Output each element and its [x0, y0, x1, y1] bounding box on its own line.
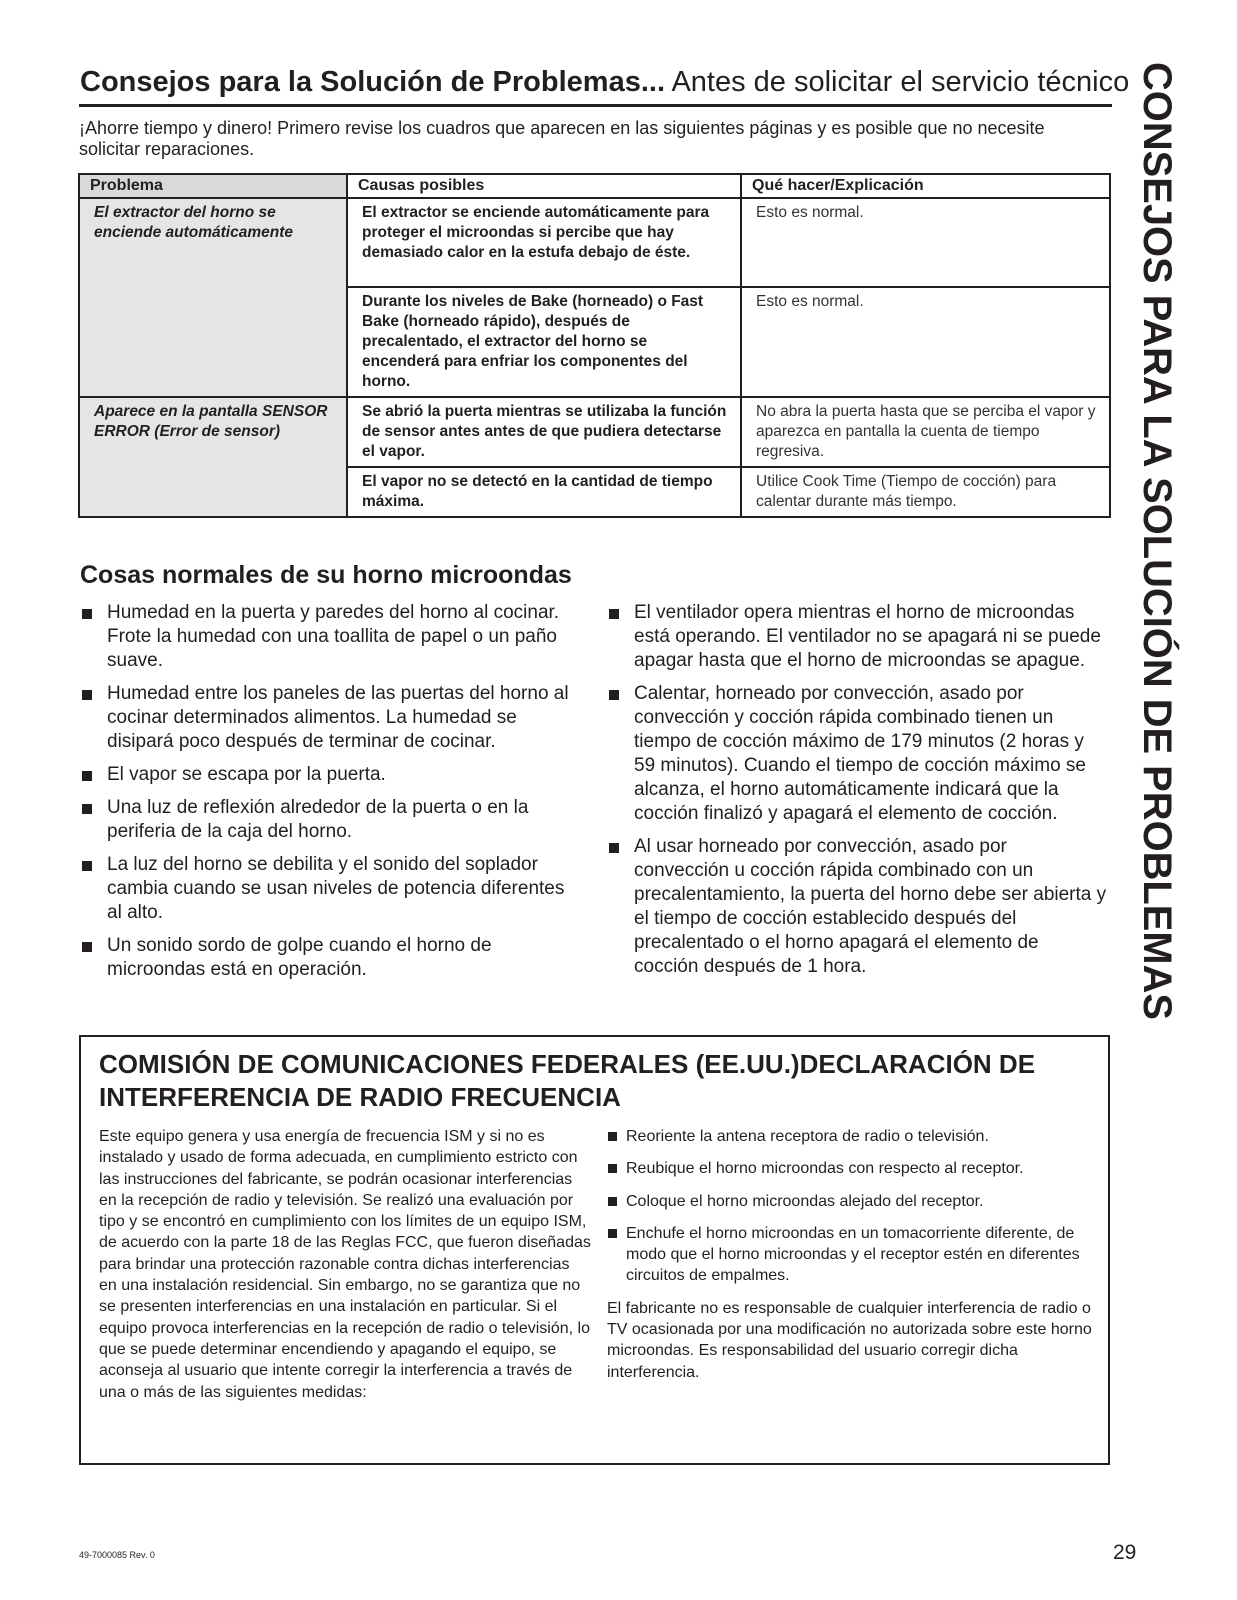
- list-item-text: El ventilador opera mientras el horno de microondas está operando. El ventilador no se apagará ni se puede apagar hasta que el horno de microondas se apague.: [634, 602, 1101, 671]
- list-item: [80, 601, 575, 673]
- list-item: [80, 853, 575, 925]
- list-item: [80, 796, 575, 844]
- explanation-cell: No abra la puerta hasta que se perciba el vapor y aparezca en pantalla la cuenta de tiempo regresiva.: [741, 397, 1110, 467]
- bullet-square-icon: [608, 1164, 617, 1173]
- intro-text: ¡Ahorre tiempo y dinero! Primero revise los cuadros que aparecen en las siguientes páginas y es posible que no necesite solicitar reparaciones.: [79, 118, 1045, 159]
- list-item: [80, 934, 575, 982]
- bullet-square-icon: [608, 1229, 617, 1238]
- troubleshooting-table: [78, 173, 1111, 518]
- list-item: [607, 682, 1107, 826]
- page-title-rest: Antes de solicitar el servicio técnico: [665, 66, 1130, 98]
- document-number: 49-7000085 Rev. 0: [79, 1550, 155, 1560]
- title-divider: [79, 104, 1112, 107]
- normal-things-heading: Cosas normales de su horno microondas: [80, 561, 572, 589]
- fcc-measures-column: [607, 1126, 1097, 1383]
- list-item-text: El vapor se escapa por la puerta.: [107, 764, 386, 785]
- bullet-square-icon: [609, 690, 619, 700]
- cause-cell: El vapor no se detectó en la cantidad de tiempo máxima.: [347, 467, 741, 517]
- bullet-square-icon: [609, 609, 619, 619]
- list-item: [607, 601, 1107, 673]
- list-item: [607, 1191, 1097, 1212]
- bullet-square-icon: [82, 804, 92, 814]
- list-item: [607, 1126, 1097, 1147]
- list-item-text: Humedad entre los paneles de las puertas del horno al cocinar determinados alimentos. La humedad se disipará poco después de terminar de cocinar.: [107, 683, 569, 752]
- explanation-cell: Utilice Cook Time (Tiempo de cocción) para calentar durante más tiempo.: [741, 467, 1110, 517]
- normal-things-list-left: [80, 601, 575, 991]
- page-title: [80, 64, 1130, 100]
- bullet-square-icon: [82, 609, 92, 619]
- table-row: [79, 198, 1110, 287]
- section-sidebar: [1132, 62, 1192, 1032]
- list-item: [607, 835, 1107, 979]
- fcc-body-text: Este equipo genera y usa energía de frecuencia ISM y si no es instalado y usado de forma adecuada, en cumplimiento estricto con las instrucciones del fabricante, se podrán ocasionar interferencias en la recepción de radio y televisión. Se realizó una evaluación por tipo y se encontró en cumplimiento con los límites de un equipo ISM, de acuerdo con la parte 18 de las Reglas FCC, que fueron diseñadas para brindar una protección razonable contra dichas interferencias en una instalación residencial. Sin embargo, no se garantiza que no se presenten interferencias en una instalación en particular. Si el equipo provoca interferencias en la recepción de radio o televisión, lo que se puede determinar encendiendo y apagando el equipo, se aconseja al usuario que intente corregir la interferencia a través de una o más de las siguientes medidas:: [99, 1128, 591, 1401]
- fcc-measures-list: [607, 1126, 1097, 1287]
- list-item: [80, 763, 575, 787]
- bullet-square-icon: [608, 1132, 617, 1141]
- explanation-cell: Esto es normal.: [741, 198, 1110, 287]
- table-row: [79, 397, 1110, 467]
- header-causes: Causas posibles: [347, 174, 741, 198]
- bullet-square-icon: [82, 942, 92, 952]
- list-item-text: Un sonido sordo de golpe cuando el horno de microondas está en operación.: [107, 935, 492, 980]
- header-explanation: Qué hacer/Explicación: [741, 174, 1110, 198]
- cause-cell: Durante los niveles de Bake (horneado) o Fast Bake (horneado rápido), después de precalentado, el extractor del horno se encenderá para enfriar los componentes del horno.: [347, 287, 741, 397]
- list-item-text: La luz del horno se debilita y el sonido del soplador cambia cuando se usan niveles de potencia diferentes al alto.: [107, 854, 565, 923]
- normal-things-list-right: [607, 601, 1107, 988]
- sidebar-title: CONSEJOS PARA LA SOLUCIÓN DE PROBLEMAS: [1135, 62, 1179, 1011]
- header-problem: Problema: [79, 174, 347, 198]
- table-header-row: [79, 174, 1110, 198]
- problem-cell: Aparece en la pantalla SENSOR ERROR (Error de sensor): [79, 397, 347, 517]
- bullet-square-icon: [82, 861, 92, 871]
- list-item-text: Calentar, horneado por convección, asado por convección y cocción rápida combinado tienen un tiempo de cocción máximo de 179 minutos (2 horas y 59 minutos). Cuando el tiempo de cocción máximo se alcanza, el horno automáticamente indicará que la cocción finalizó y apagará el elemento de cocción.: [634, 683, 1087, 824]
- list-item: [607, 1158, 1097, 1179]
- list-item-text: Reoriente la antena receptora de radio o televisión.: [626, 1128, 989, 1145]
- bullet-square-icon: [608, 1197, 617, 1206]
- bullet-square-icon: [82, 771, 92, 781]
- list-item-text: Enchufe el horno microondas en un tomacorriente diferente, de modo que el horno microondas y el receptor estén en diferentes circuitos de empalmes.: [626, 1224, 1080, 1285]
- bullet-square-icon: [82, 690, 92, 700]
- fcc-heading: COMISIÓN DE COMUNICACIONES FEDERALES (EE.UU.)DECLARACIÓN DE INTERFERENCIA DE RADIO FRECUENCIA: [99, 1049, 1036, 1112]
- list-item: [80, 682, 575, 754]
- list-item-text: Coloque el horno microondas alejado del receptor.: [626, 1192, 984, 1210]
- list-item-text: Una luz de reflexión alrededor de la puerta o en la periferia de la caja del horno.: [107, 797, 529, 842]
- explanation-cell: Esto es normal.: [741, 287, 1110, 397]
- page-number: 29: [1113, 1541, 1137, 1564]
- list-item-text: Reubique el horno microondas con respecto al receptor.: [626, 1160, 1024, 1178]
- cause-cell: Se abrió la puerta mientras se utilizaba la función de sensor antes antes de que pudiera detectarse el vapor.: [347, 397, 741, 467]
- sidebar-graphic: [1132, 62, 1192, 1032]
- bullet-square-icon: [609, 843, 619, 853]
- fcc-disclaimer: El fabricante no es responsable de cualquier interferencia de radio o TV ocasionada por una modificación no autorizada sobre este horno microondas. Es responsabilidad del usuario corregir dicha interferencia.: [607, 1299, 1092, 1381]
- cause-cell: El extractor se enciende automáticamente para proteger el microondas si percibe que hay demasiado calor en la estufa debajo de éste.: [347, 198, 741, 287]
- list-item-text: Humedad en la puerta y paredes del horno al cocinar. Frote la humedad con una toallita de papel o un paño suave.: [107, 602, 560, 671]
- problem-cell: El extractor del horno se enciende automáticamente: [79, 198, 347, 397]
- page-title-bold: Consejos para la Solución de Problemas...: [80, 66, 665, 98]
- list-item: [607, 1223, 1097, 1287]
- list-item-text: Al usar horneado por convección, asado por convección u cocción rápida combinado con un precalentamiento, la puerta del horno debe ser abierta y el tiempo de cocción establecido después del precalentado o el horno apagará el elemento de cocción después de 1 hora.: [634, 836, 1107, 977]
